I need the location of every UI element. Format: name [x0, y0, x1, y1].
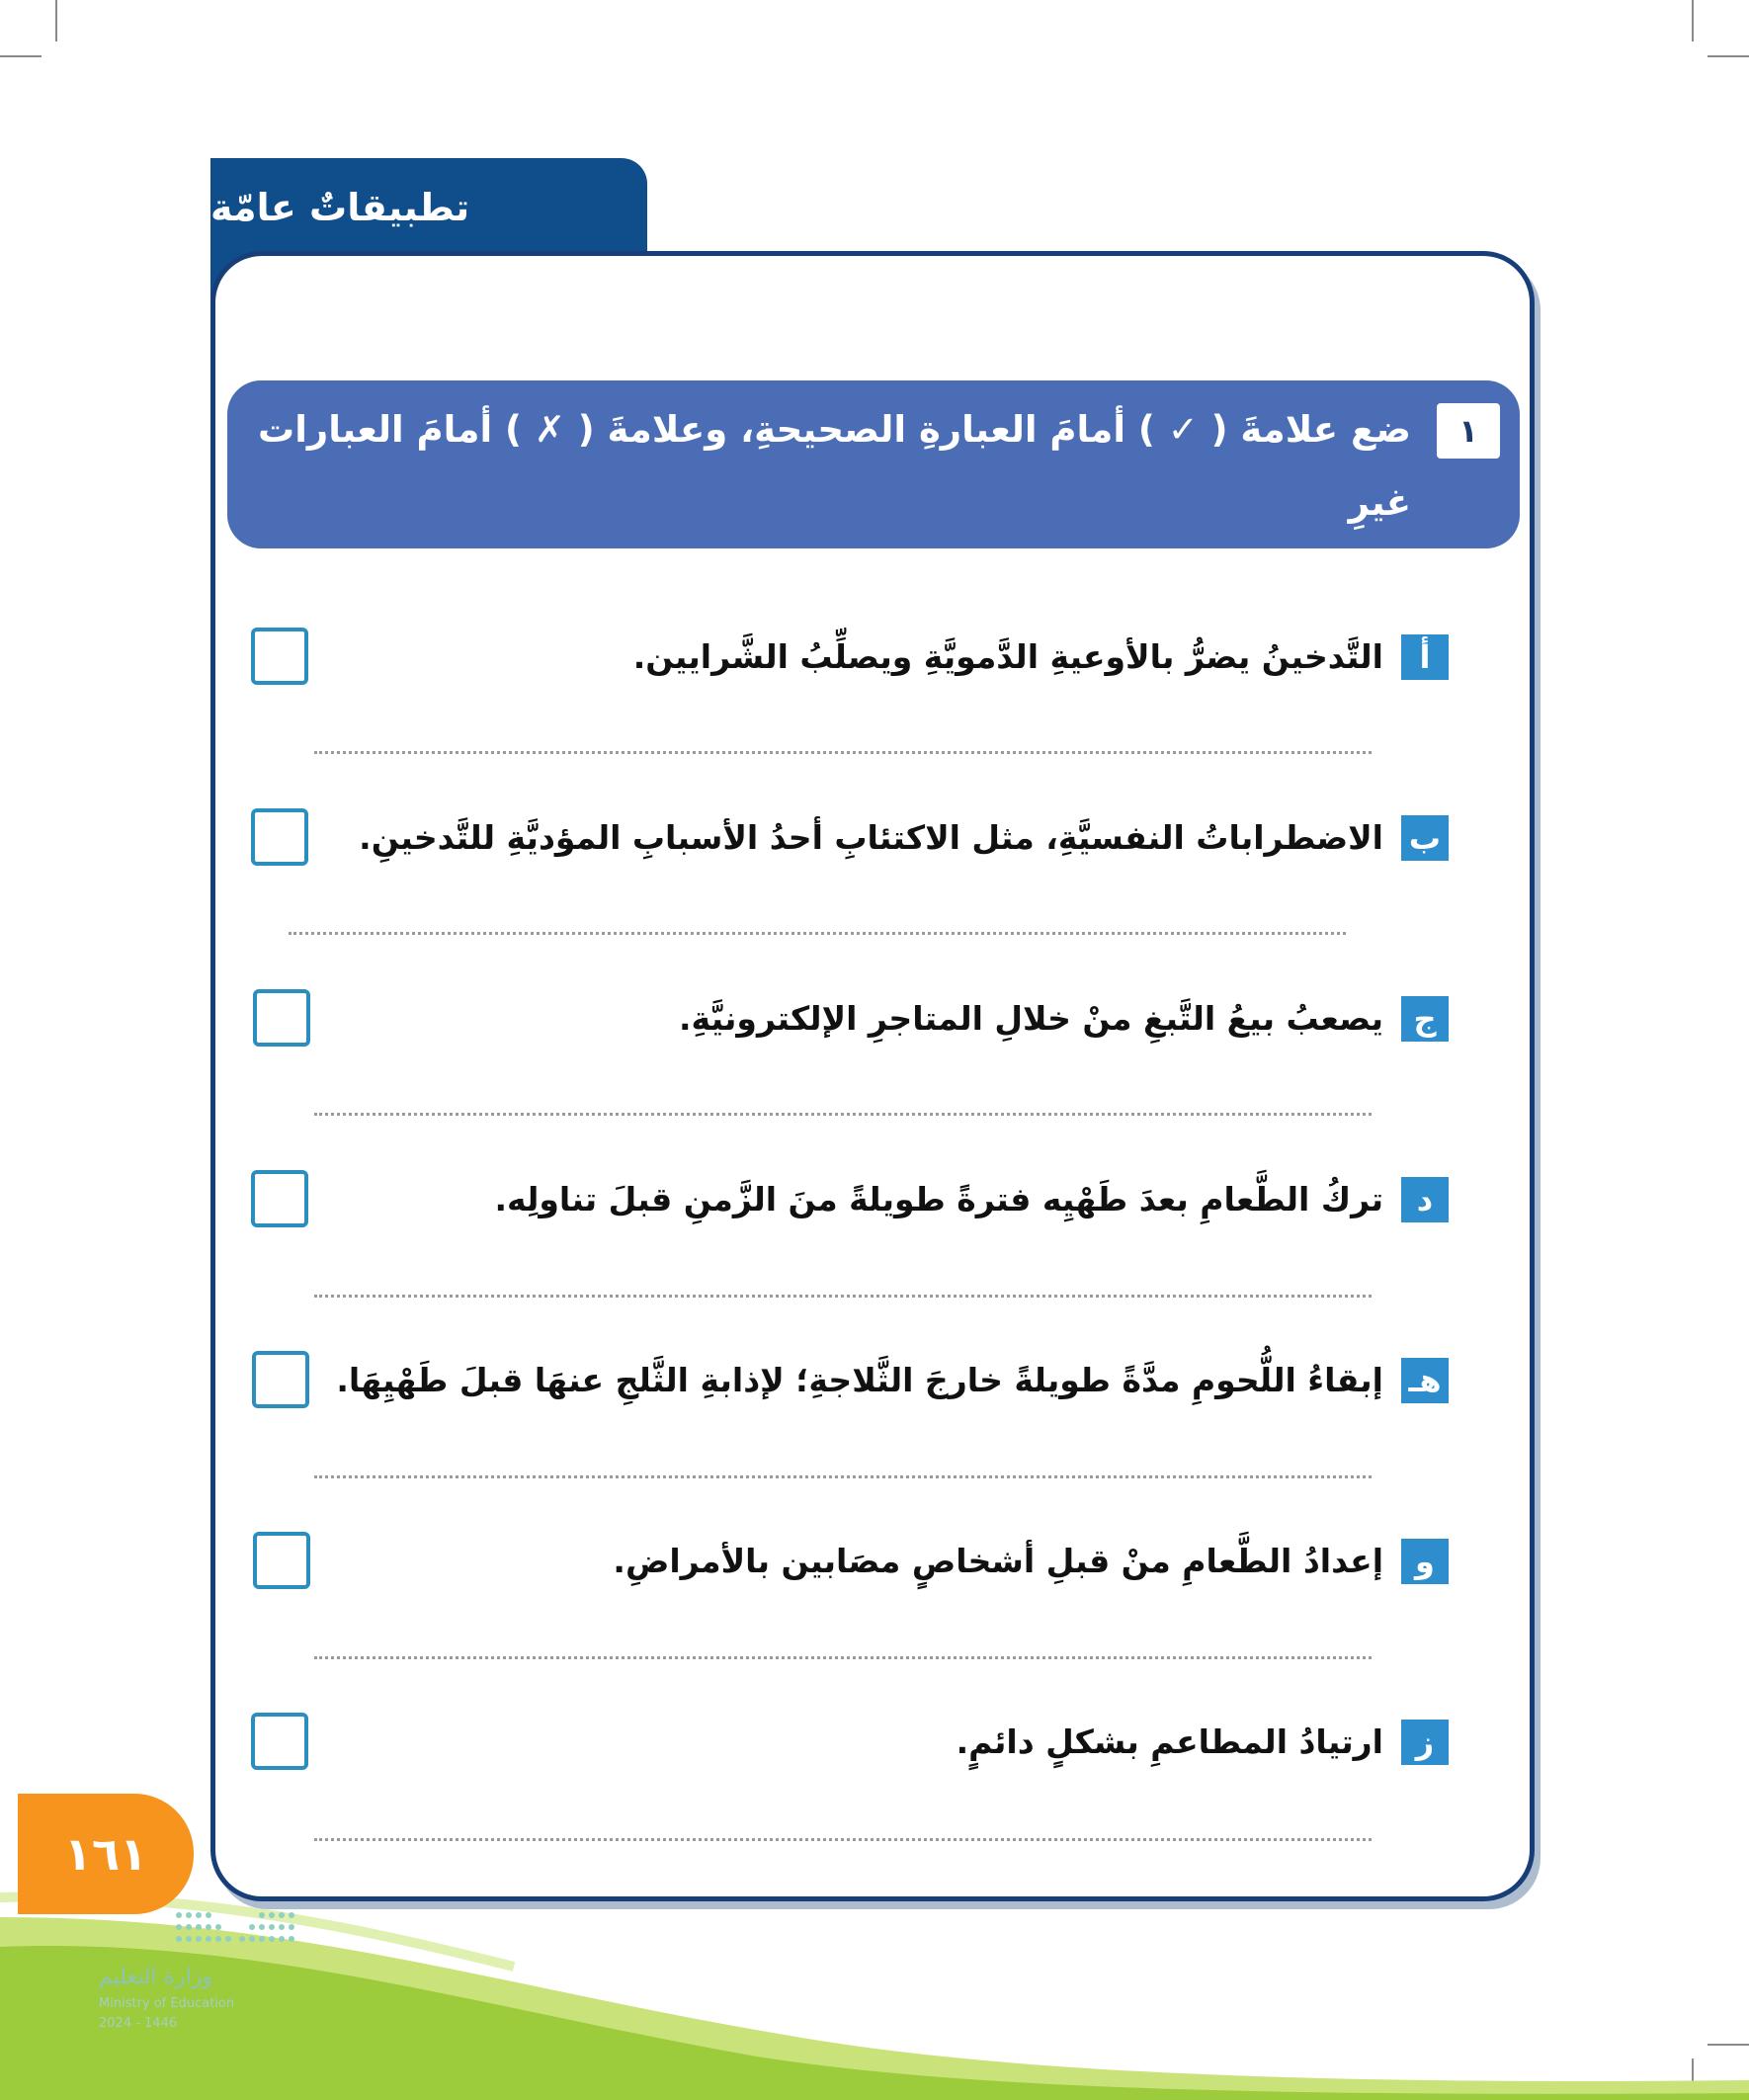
crop-mark [55, 0, 57, 42]
page-number: ١٦١ [18, 1794, 194, 1914]
item-letter: هـ [1401, 1358, 1449, 1403]
ministry-logo-english: Ministry of Education [99, 1996, 235, 2011]
section-title: تطبيقاتٌ عامّة [210, 186, 470, 229]
item-statement: تركُ الطَّعامِ بعدَ طَهْيِه فترةً طويلةً منَ الزَّمنِ قبلَ تناولِه. [494, 1180, 1383, 1218]
item-statement: إبقاءُ اللُّحومِ مدَّةً طويلةً خارجَ الثَّلاجةِ؛ لإذابةِ الثَّلجِ عنهَا قبلَ طَهْيِهَا. [336, 1361, 1383, 1399]
answer-checkbox[interactable] [251, 808, 308, 866]
ministry-logo-arabic: وزارة التعليم [99, 1965, 213, 1989]
crop-mark [1692, 0, 1694, 42]
instruction-line-2: الصَّحيحَةِ، مع تصحيحِ الخطأ: [925, 554, 1411, 597]
item-letter: أ [1401, 634, 1449, 680]
item-statement: ارتيادُ المطاعمِ بشكلٍ دائمٍ. [956, 1722, 1383, 1761]
crop-mark [1707, 55, 1749, 57]
item-letter: د [1401, 1177, 1449, 1222]
item-statement: إعدادُ الطَّعامِ منْ قبلِ أشخاصٍ مصَابين بالأمراضِ. [613, 1542, 1383, 1580]
item-statement: الاضطراباتُ النفسيَّةِ، مثل الاكتئابِ أحدُ الأسبابِ المؤديَّةِ للتَّدخينِ. [359, 818, 1383, 857]
answer-line[interactable] [314, 751, 1372, 754]
answer-line[interactable] [314, 1656, 1372, 1659]
answer-line[interactable] [314, 1295, 1372, 1298]
answer-checkbox[interactable] [251, 1713, 308, 1770]
item-letter: ج [1401, 996, 1449, 1042]
section-header-tab [210, 158, 647, 257]
answer-line[interactable] [314, 1113, 1372, 1116]
answer-checkbox[interactable] [253, 989, 310, 1047]
item-letter: ز [1401, 1720, 1449, 1765]
item-letter: ب [1401, 815, 1449, 861]
question-number: ١ [1437, 403, 1500, 459]
ministry-logo-year: 2024 - 1446 [99, 2016, 178, 2031]
answer-checkbox[interactable] [253, 1532, 310, 1589]
answer-line[interactable] [289, 932, 1346, 935]
crop-mark [0, 55, 42, 57]
answer-line[interactable] [314, 1838, 1372, 1841]
item-statement: التَّدخينُ يضرُّ بالأوعيةِ الدَّمويَّةِ ويصلِّبُ الشَّرايين. [632, 637, 1383, 676]
answer-line[interactable] [314, 1475, 1372, 1478]
item-statement: يصعبُ بيعُ التَّبغِ منْ خلالِ المتاجرِ الإلكترونيَّةِ. [679, 999, 1383, 1038]
answer-checkbox[interactable] [251, 628, 308, 685]
instruction-line-1: ضع علامةَ ( ✓ ) أمامَ العبارةِ الصحيحةِ، وعلامةَ ( ✗ ) أمامَ العبارات غيرِ [258, 408, 1411, 524]
answer-checkbox[interactable] [251, 1170, 308, 1227]
answer-checkbox[interactable] [252, 1351, 309, 1408]
ministry-logo-icon [173, 1907, 321, 1947]
item-letter: و [1401, 1539, 1449, 1584]
instruction-text [245, 393, 1411, 613]
